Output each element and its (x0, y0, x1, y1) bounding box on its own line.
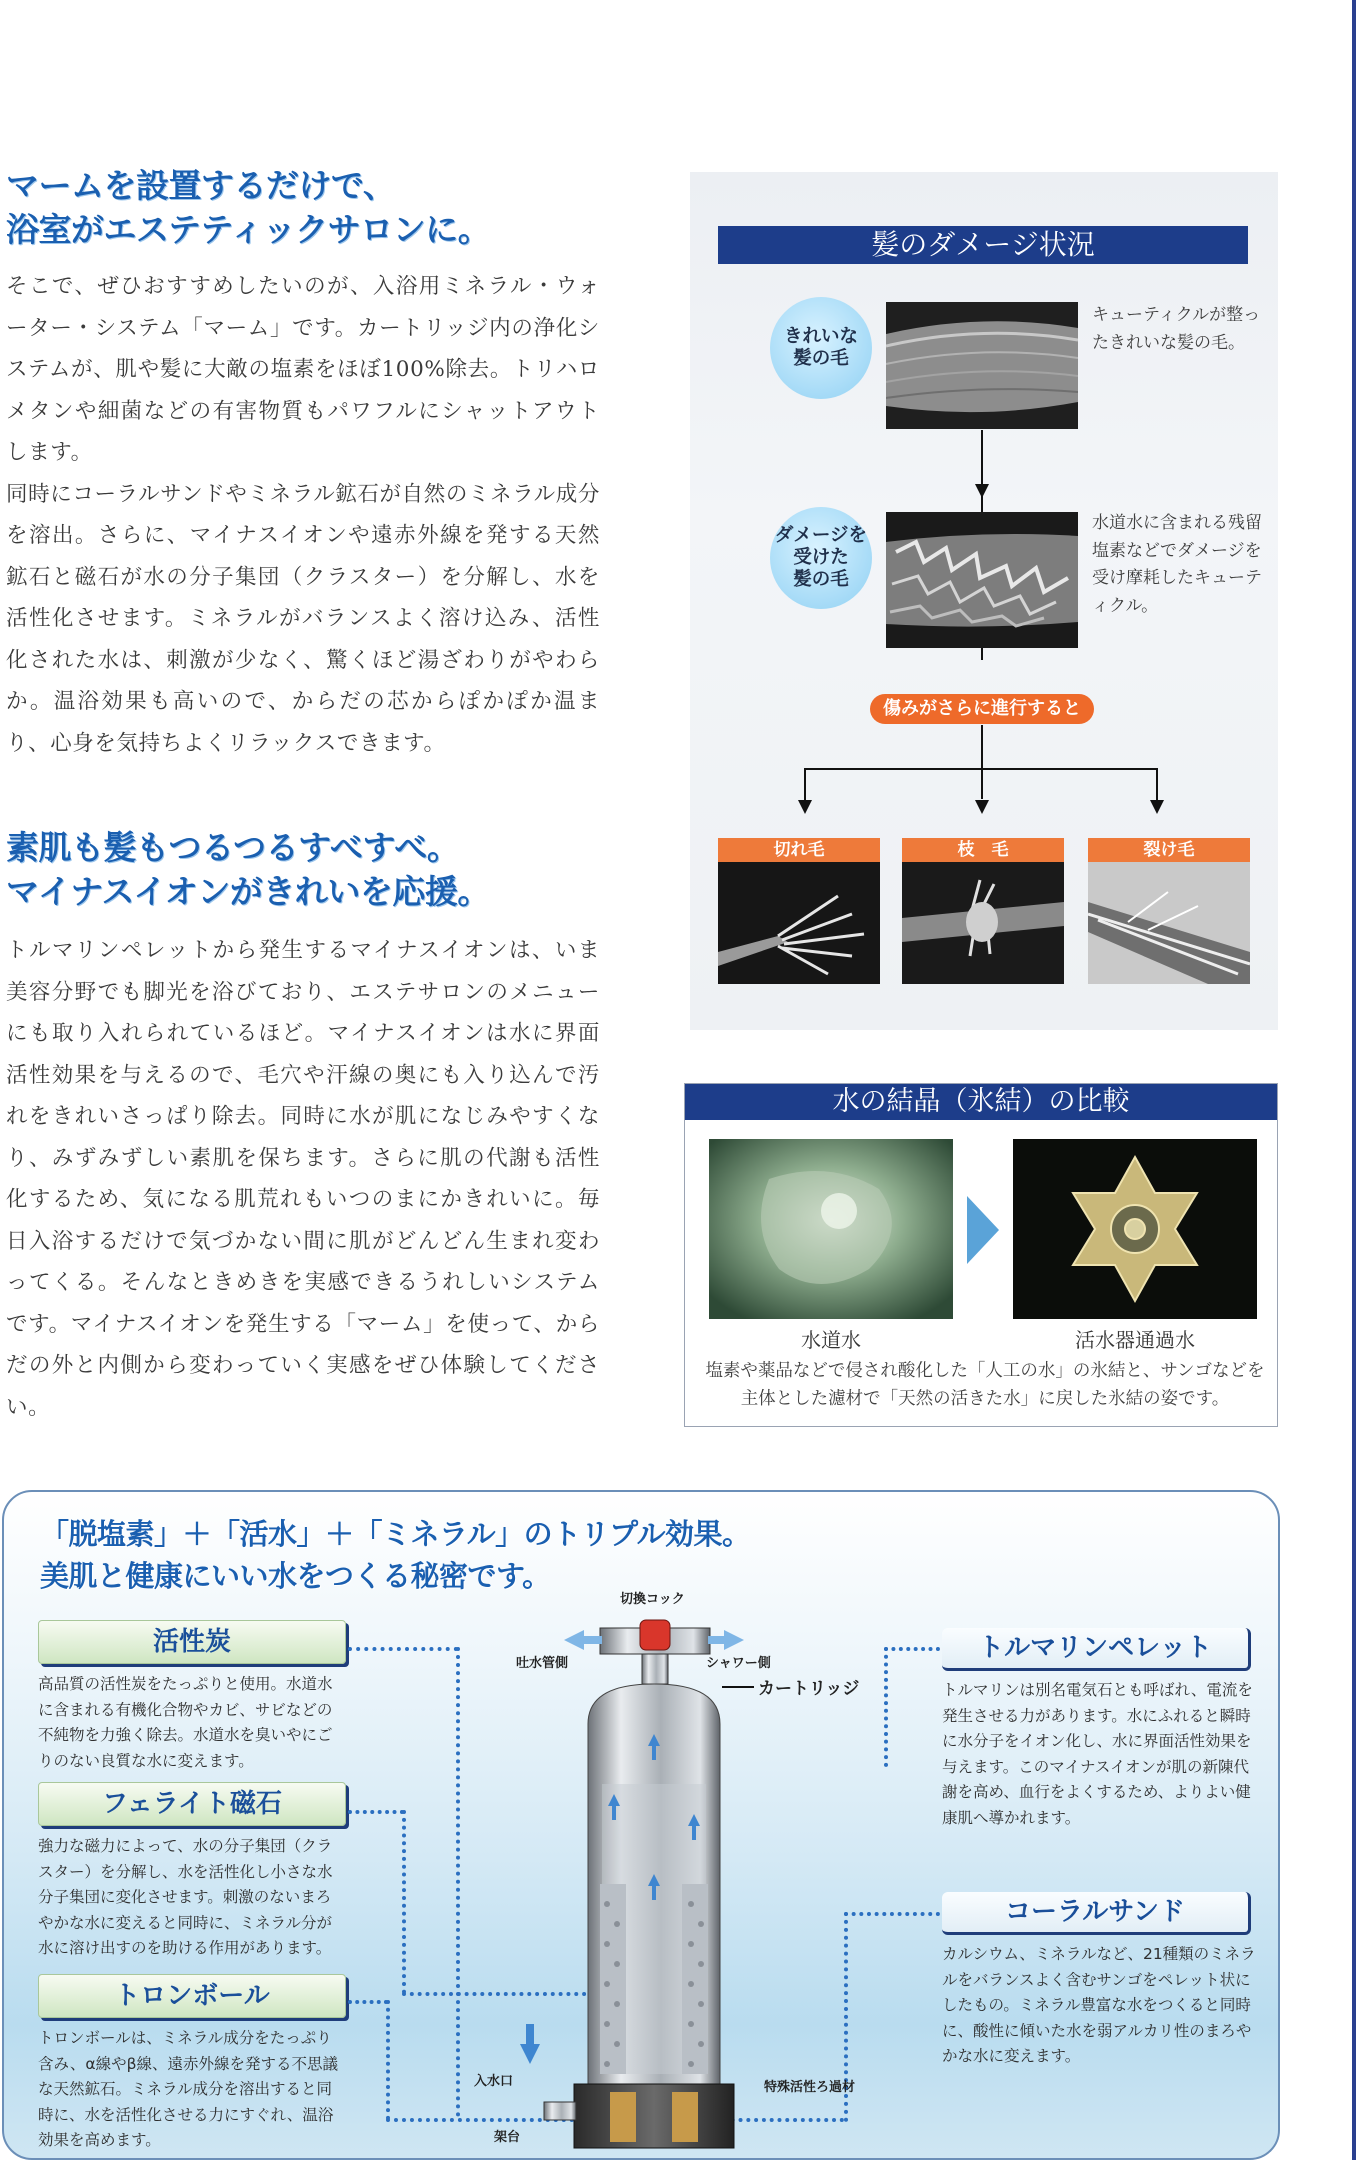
damaged-hair-note: 水道水に含まれる残留塩素などでダメージを受け摩耗したキューティクル。 (1092, 513, 1262, 616)
activated-water-caption: 活水器通過水 (1075, 1328, 1195, 1352)
section2-body (6, 930, 600, 1428)
section2-paragraph: トルマリンペレットから発生するマイナスイオンは、いま美容分野でも脚光を浴びており、エステサロンのメニューにも取り入れられているほど。マイナスイオンは水に界面活性効果を与えるので、毛穴や汗線の奥にも入り込んで汚れをきれいさっぱり除去。同時に水が肌になじみやすくなり、みずみずしい素肌を保ちます。さらに肌の代謝も活性化するため、気になる肌荒れもいつのまにかきれいに。毎日入浴するだけで気づかない間に肌がどんどん生まれ変わってくる。そんなときめきを実感できるうれしいシステムです。マイナスイオンを発生する「マーム」を使って、からだの外と内側から変わっていく実感をぜひ体験してください。 (6, 938, 600, 1420)
result-label-split-ends: 枝 毛 (902, 838, 1064, 862)
leader-line (386, 2000, 390, 2120)
activated-carbon-text: 高品質の活性炭をたっぷりと使用。水道水に含まれる有機化合物やカビ、サビなどの不純物を力強く除去。水道水を臭いやにごりのない良質な水に変えます。 (38, 1675, 333, 1770)
clean-hair-note: キューティクルが整ったきれいな髪の毛。 (1092, 305, 1261, 353)
leader-line (844, 1912, 940, 1916)
arrow-right-icon (967, 1196, 999, 1264)
triple-effect-heading-line2: 美肌と健康にいい水をつくる秘密です。 (40, 1559, 551, 1593)
branch-stem-line (981, 725, 983, 799)
tap-water-caption: 水道水 (801, 1328, 861, 1352)
activated-carbon-tag: 活性炭 (38, 1620, 346, 1664)
tourmaline-pellet-tag: トルマリンペレット (942, 1628, 1251, 1671)
broken-hair-photo (718, 862, 880, 984)
leader-line (456, 1647, 460, 2117)
section2-heading (6, 826, 490, 914)
inlet-label: 入水口 (474, 2074, 514, 2089)
clean-hair-photo (886, 302, 1078, 429)
cartridge-label: カートリッジ (758, 1679, 860, 1699)
leader-line (348, 1810, 404, 1814)
filter-media-label: 特殊活性ろ過材 (764, 2080, 856, 2095)
branch-horizontal-line (804, 768, 1158, 770)
arrow-down-icon (975, 800, 989, 814)
leader-line (884, 1647, 940, 1651)
cracked-hair-photo (1088, 862, 1250, 984)
branch-right-line (1156, 768, 1158, 802)
triple-effect-heading-line1: 「脱塩素」＋「活水」＋「ミネラル」のトリプル効果。 (40, 1517, 751, 1551)
section1-paragraph-2: 同時にコーラルサンドやミネラル鉱石が自然のミネラル成分を溶出。さらに、マイナスイオンや遠赤外線を発する天然鉱石と磁石が水の分子集団（クラスター）を分解し、水を活性化させます。ミネラルがバランスよく溶け込み、活性化された水は、刺激が少なく、驚くほど湯ざわりがやわらか。温浴効果も高いので、からだの芯からぽかぽか温まり、心身を気持ちよくリラックスできます。 (6, 481, 600, 756)
section2-heading-line1: 素肌も髪もつるつるすべすべ。 (6, 828, 460, 867)
hair-damage-title: 髪のダメージ状況 (718, 226, 1248, 264)
arrow-down-icon (798, 800, 812, 814)
ice-crystal-title: 水の結晶（氷結）の比較 (685, 1084, 1277, 1120)
ice-crystal-description: 塩素や薬品などで侵され酸化した「人工の水」の氷結と、サンゴなどを主体とした濾材で「天然の活きた水」に戻した氷結の姿です。 (705, 1361, 1265, 1409)
outlet-side-label: 吐水管側 (516, 1656, 569, 1671)
section1-heading-line2: 浴室がエステティックサロンに。 (6, 210, 491, 249)
arrow-down-icon (1150, 800, 1164, 814)
coral-sand-tag: コーラルサンド (942, 1892, 1251, 1935)
tourmaline-pellet-text: トルマリンは別名電気石とも呼ばれ、電流を発生させる力があります。水にふれると瞬時に水分子をイオン化し、水に界面活性効果を与えます。このマイナスイオンが肌の新陳代謝を高め、血行をよくするため、よりよい健康肌へ導かれます。 (942, 1681, 1253, 1827)
activated-water-crystal-photo (1013, 1139, 1257, 1319)
section1-paragraph-1: そこで、ぜひおすすめしたいのが、入浴用ミネラル・ウォーター・システム「マーム」です。カートリッジ内の浄化システムが、肌や髪に大敵の塩素をほぼ100%除去。トリハロメタンや細菌などの有害物質もパワフルにシャットアウトします。 (6, 274, 600, 465)
shower-side-label: シャワー側 (706, 1656, 771, 1671)
result-label-split-ends-broken: 切れ毛 (718, 838, 880, 862)
cartridge-pointer-line (722, 1686, 754, 1688)
ferrite-magnet-text: 強力な磁力によって、水の分子集団（クラスター）を分解し、水を活性化し小さな水分子集団に変化させます。刺激のないまろやかな水に変えると同時に、ミネラル分が水に溶け出すのを助ける作用があります。 (38, 1837, 333, 1957)
tron-ball-text: トロンボールは、ミネラル成分をたっぷり含み、α線やβ線、遠赤外線を発する不思議な天然鉱石。ミネラル成分を溶出すると同時に、水を活性化させる力にすぐれ、温浴効果を高めます。 (38, 2029, 339, 2149)
hair-damage-panel (690, 172, 1278, 1030)
damaged-hair-label: ダメージを 受けた 髪の毛 (770, 507, 872, 609)
stand-label: 架台 (494, 2130, 521, 2145)
branch-left-line (804, 768, 806, 802)
coral-sand-text: カルシウム、ミネラルなど、21種類のミネラルをバランスよく含むサンゴをペレット状にしたもの。ミネラル豊富な水をつくると同時に、酸性に傾いた水を弱アルカリ性のまろやかな水に変えます。 (942, 1945, 1256, 2065)
clean-hair-label: きれいな 髪の毛 (770, 297, 872, 399)
result-label-cracked: 裂け毛 (1088, 838, 1250, 862)
arrow-down-icon (975, 484, 989, 498)
leader-line (348, 2000, 388, 2004)
damaged-hair-photo (886, 512, 1078, 648)
section2-heading-line2: マイナスイオンがきれいを応援。 (6, 872, 490, 911)
leader-line (884, 1647, 888, 1767)
ice-crystal-panel (684, 1083, 1278, 1427)
page-edge-rule (1352, 0, 1356, 2160)
valve-label: 切換コック (620, 1592, 685, 1607)
triple-effect-panel (2, 1490, 1280, 2160)
progress-label: 傷みがさらに進行すると (870, 694, 1094, 724)
leader-line (348, 1647, 458, 1651)
tron-ball-tag: トロンボール (38, 1974, 346, 2018)
split-hair-photo (902, 862, 1064, 984)
ferrite-magnet-tag: フェライト磁石 (38, 1782, 346, 1826)
section1-heading-line1: マームを設置するだけで、 (6, 166, 396, 205)
section1-body (6, 266, 600, 764)
leader-line (402, 1810, 406, 1994)
section1-heading (6, 164, 490, 252)
tap-water-crystal-photo (709, 1139, 953, 1319)
